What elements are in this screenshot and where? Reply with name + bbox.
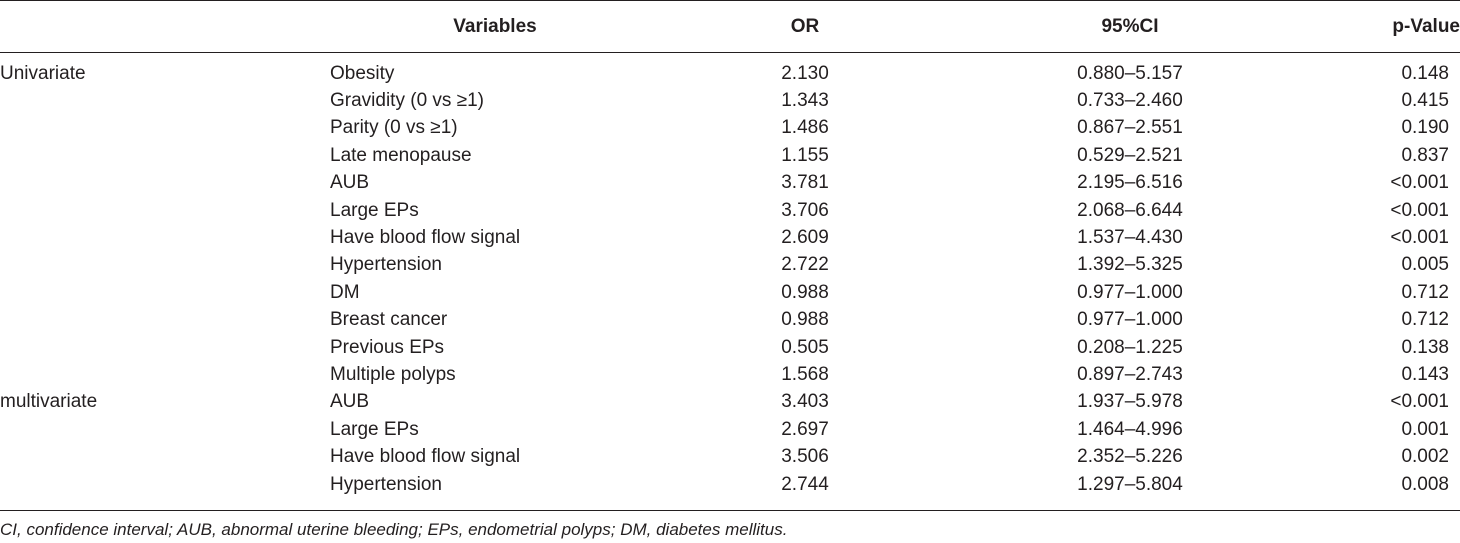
table-row <box>0 389 1460 416</box>
cell-or: 3.706 <box>781 199 829 221</box>
cell-group <box>0 471 330 498</box>
cell-group <box>0 443 330 470</box>
cell-ci: 0.880–5.157 <box>1077 62 1183 84</box>
cell-or: 2.130 <box>781 62 829 84</box>
cell-ci: 1.537–4.430 <box>1077 227 1183 249</box>
cell-group <box>0 279 330 306</box>
cell-p-value: 0.008 <box>1401 473 1449 495</box>
cell-variable: Obesity <box>330 62 395 84</box>
header-variables: Variables <box>453 15 537 37</box>
cell-variable: Multiple polyps <box>330 363 456 385</box>
cell-or: 3.506 <box>781 446 829 468</box>
table-row <box>0 197 1460 224</box>
table-row <box>0 87 1460 114</box>
cell-ci: 0.529–2.521 <box>1077 144 1183 166</box>
cell-variable: Parity (0 vs ≥1) <box>330 117 458 139</box>
cell-or: 1.343 <box>781 90 829 112</box>
cell-variable: AUB <box>330 391 370 413</box>
cell-group <box>0 170 330 197</box>
cell-ci: 0.897–2.743 <box>1077 363 1183 385</box>
cell-or: 0.988 <box>781 281 829 303</box>
cell-group <box>0 416 330 443</box>
cell-p-value: 0.138 <box>1401 336 1449 358</box>
table-row <box>0 416 1460 443</box>
table-footnote: CI, confidence interval; AUB, abnormal uterine bleeding; EPs, endometrial polyps; DM, diabetes mellitus. <box>0 520 788 539</box>
cell-p-value: <0.001 <box>1390 172 1449 194</box>
cell-group <box>0 197 330 224</box>
cell-p-value: 0.001 <box>1401 418 1449 440</box>
cell-or: 2.697 <box>781 418 829 440</box>
cell-ci: 2.195–6.516 <box>1077 172 1183 194</box>
cell-ci: 0.867–2.551 <box>1077 117 1183 139</box>
cell-ci: 2.068–6.644 <box>1077 199 1183 221</box>
cell-ci: 2.352–5.226 <box>1077 446 1183 468</box>
cell-p-value: 0.712 <box>1401 309 1449 331</box>
header-or: OR <box>790 15 820 37</box>
cell-or: 0.988 <box>781 309 829 331</box>
cell-p-value: 0.148 <box>1401 62 1449 84</box>
cell-or: 2.722 <box>781 254 829 276</box>
table-row <box>0 361 1460 388</box>
cell-ci: 1.937–5.978 <box>1077 391 1183 413</box>
cell-variable: Late menopause <box>330 144 472 166</box>
cell-variable: Have blood flow signal <box>330 446 521 468</box>
cell-p-value: 0.143 <box>1401 363 1449 385</box>
cell-group <box>0 334 330 361</box>
cell-variable: Large EPs <box>330 199 419 221</box>
cell-or: 1.486 <box>781 117 829 139</box>
cell-p-value: <0.001 <box>1390 227 1449 249</box>
cell-p-value: 0.190 <box>1401 117 1449 139</box>
cell-p-value: <0.001 <box>1390 199 1449 221</box>
cell-ci: 0.733–2.460 <box>1077 90 1183 112</box>
table-row <box>0 170 1460 197</box>
cell-variable: Large EPs <box>330 418 419 440</box>
cell-or: 3.403 <box>781 391 829 413</box>
cell-group <box>0 307 330 334</box>
header-p-value: p-Value <box>1392 15 1460 37</box>
cell-group <box>0 224 330 251</box>
cell-variable: Gravidity (0 vs ≥1) <box>330 90 485 112</box>
table-row <box>0 115 1460 142</box>
cell-or: 2.609 <box>781 227 829 249</box>
cell-ci: 1.464–4.996 <box>1077 418 1183 440</box>
cell-variable: Hypertension <box>330 473 442 495</box>
cell-p-value: 0.002 <box>1401 446 1449 468</box>
table-row <box>0 307 1460 334</box>
table-row <box>0 443 1460 470</box>
cell-variable: Have blood flow signal <box>330 227 521 249</box>
cell-group <box>0 252 330 279</box>
cell-ci: 1.392–5.325 <box>1077 254 1183 276</box>
header-group <box>0 1 330 52</box>
cell-ci: 1.297–5.804 <box>1077 473 1183 495</box>
table-row <box>0 52 1460 87</box>
cell-p-value: 0.837 <box>1401 144 1449 166</box>
cell-variable: Previous EPs <box>330 336 445 358</box>
cell-variable: DM <box>330 281 360 303</box>
table-row <box>0 334 1460 361</box>
cell-ci: 0.208–1.225 <box>1077 336 1183 358</box>
cell-or: 1.155 <box>781 144 829 166</box>
cell-p-value: <0.001 <box>1390 391 1449 413</box>
cell-variable: AUB <box>330 172 370 194</box>
cell-group <box>0 142 330 169</box>
header-ci: 95%CI <box>1101 15 1159 37</box>
bottom-rule <box>0 510 1460 511</box>
cell-group: Univariate <box>0 62 86 84</box>
cell-group <box>0 115 330 142</box>
cell-variable: Breast cancer <box>330 309 448 331</box>
cell-p-value: 0.712 <box>1401 281 1449 303</box>
cell-ci: 0.977–1.000 <box>1077 281 1183 303</box>
table-row <box>0 224 1460 251</box>
cell-or: 0.505 <box>781 336 829 358</box>
cell-or: 3.781 <box>781 172 829 194</box>
header-row <box>0 1 1460 52</box>
cell-group <box>0 361 330 388</box>
cell-or: 1.568 <box>781 363 829 385</box>
table-row <box>0 279 1460 306</box>
cell-group <box>0 87 330 114</box>
table-body <box>0 52 1460 498</box>
table-row <box>0 142 1460 169</box>
cell-p-value: 0.415 <box>1401 90 1449 112</box>
cell-group: multivariate <box>0 391 98 413</box>
cell-variable: Hypertension <box>330 254 442 276</box>
table-header <box>0 1 1460 52</box>
cell-p-value: 0.005 <box>1401 254 1449 276</box>
table-row <box>0 471 1460 498</box>
cell-or: 2.744 <box>781 473 829 495</box>
regression-table <box>0 1 1460 498</box>
cell-ci: 0.977–1.000 <box>1077 309 1183 331</box>
table-row <box>0 252 1460 279</box>
